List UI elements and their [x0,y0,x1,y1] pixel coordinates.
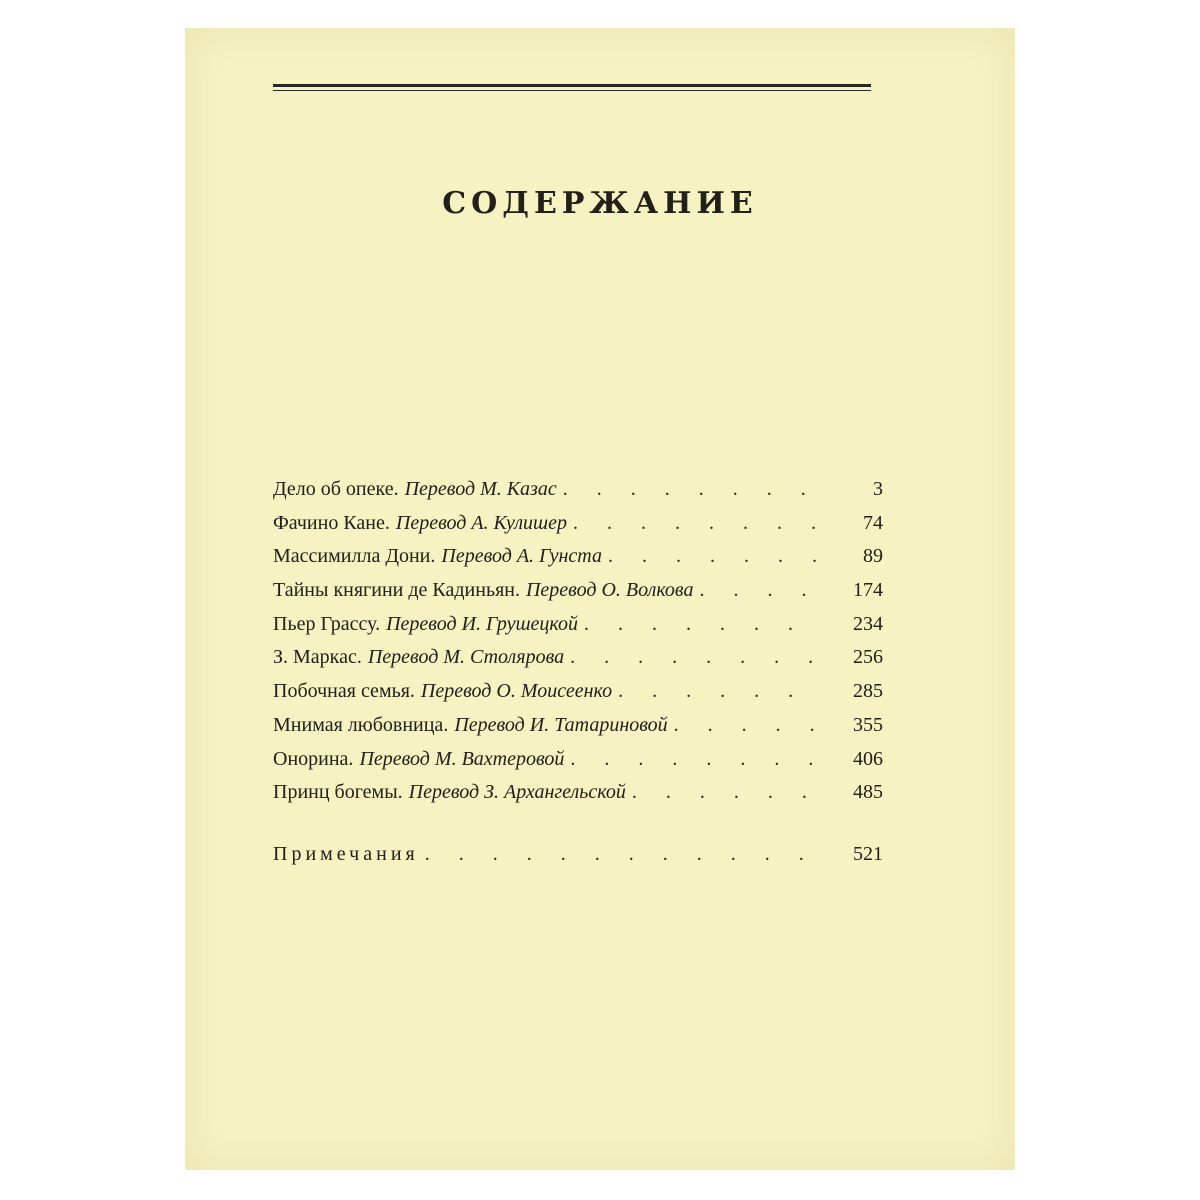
entry-translator: Перевод М. Казас [404,478,557,500]
header-rule [273,84,871,87]
dot-leader [608,545,821,568]
notes-title: Примечания [273,843,419,865]
dot-leader [425,843,821,866]
entry-title: Онорина. [273,747,354,770]
header-rule-thin [273,90,871,91]
notes-page-number: 521 [853,843,883,865]
toc-entry [273,646,883,680]
entry-page-number: 406 [853,747,883,770]
entry-title: Тайны княгини де Кадиньян. [273,579,520,602]
toc-entry [273,748,883,782]
entry-page-number: 256 [853,646,883,669]
dot-leader [674,714,821,737]
entry-translator: Перевод И. Грушецкой [386,612,579,635]
entry-title: Пьер Грассу. [273,612,381,635]
toc-entry [273,545,883,579]
dot-leader [699,579,821,602]
dot-leader [584,613,821,636]
entry-translator: Перевод А. Гунста [441,545,602,568]
dot-leader [573,512,821,535]
dot-leader [618,680,821,703]
entry-title: Мнимая любовница. [273,713,449,736]
entry-translator: Перевод З. Архангельской [408,781,626,804]
toc-entry [273,781,883,815]
toc-entry [273,714,883,748]
entry-page-number: 234 [853,612,883,635]
entry-page-number: 174 [853,579,883,602]
page-heading: СОДЕРЖАНИЕ [442,186,758,221]
entry-page-number: 89 [863,545,883,568]
entry-title: Массимилла Дони. [273,545,436,568]
entry-title: З. Маркас. [273,646,362,669]
entry-translator: Перевод О. Волкова [525,579,694,602]
entry-translator: Перевод А. Кулишер [395,511,568,534]
notes-section [273,843,883,877]
entry-translator: Перевод И. Татариновой [454,713,668,736]
entry-title: Побочная семья. [273,680,415,703]
entry-title: Дело об опеке. [273,478,399,500]
entry-page-number: 485 [853,781,883,804]
entry-translator: Перевод О. Моисеенко [420,680,613,703]
toc-entry-notes [273,843,883,877]
toc-entry [273,613,883,647]
toc-entry [273,512,883,546]
entry-page-number: 3 [873,478,883,500]
table-of-contents [273,478,883,815]
entry-title: Фачино Кане. [273,511,390,534]
toc-entry [273,579,883,613]
dot-leader [570,646,821,669]
dot-leader [563,478,821,501]
book-page [185,28,1015,1170]
dot-leader [632,781,821,804]
entry-page-number: 285 [853,680,883,703]
entry-page-number: 74 [863,511,883,534]
entry-title: Принц богемы. [273,781,403,804]
toc-entry [273,478,883,512]
entry-page-number: 355 [853,713,883,736]
entry-translator: Перевод М. Вахтеровой [359,747,565,770]
toc-entry [273,680,883,714]
dot-leader [570,748,821,771]
entry-translator: Перевод М. Столярова [367,646,565,669]
